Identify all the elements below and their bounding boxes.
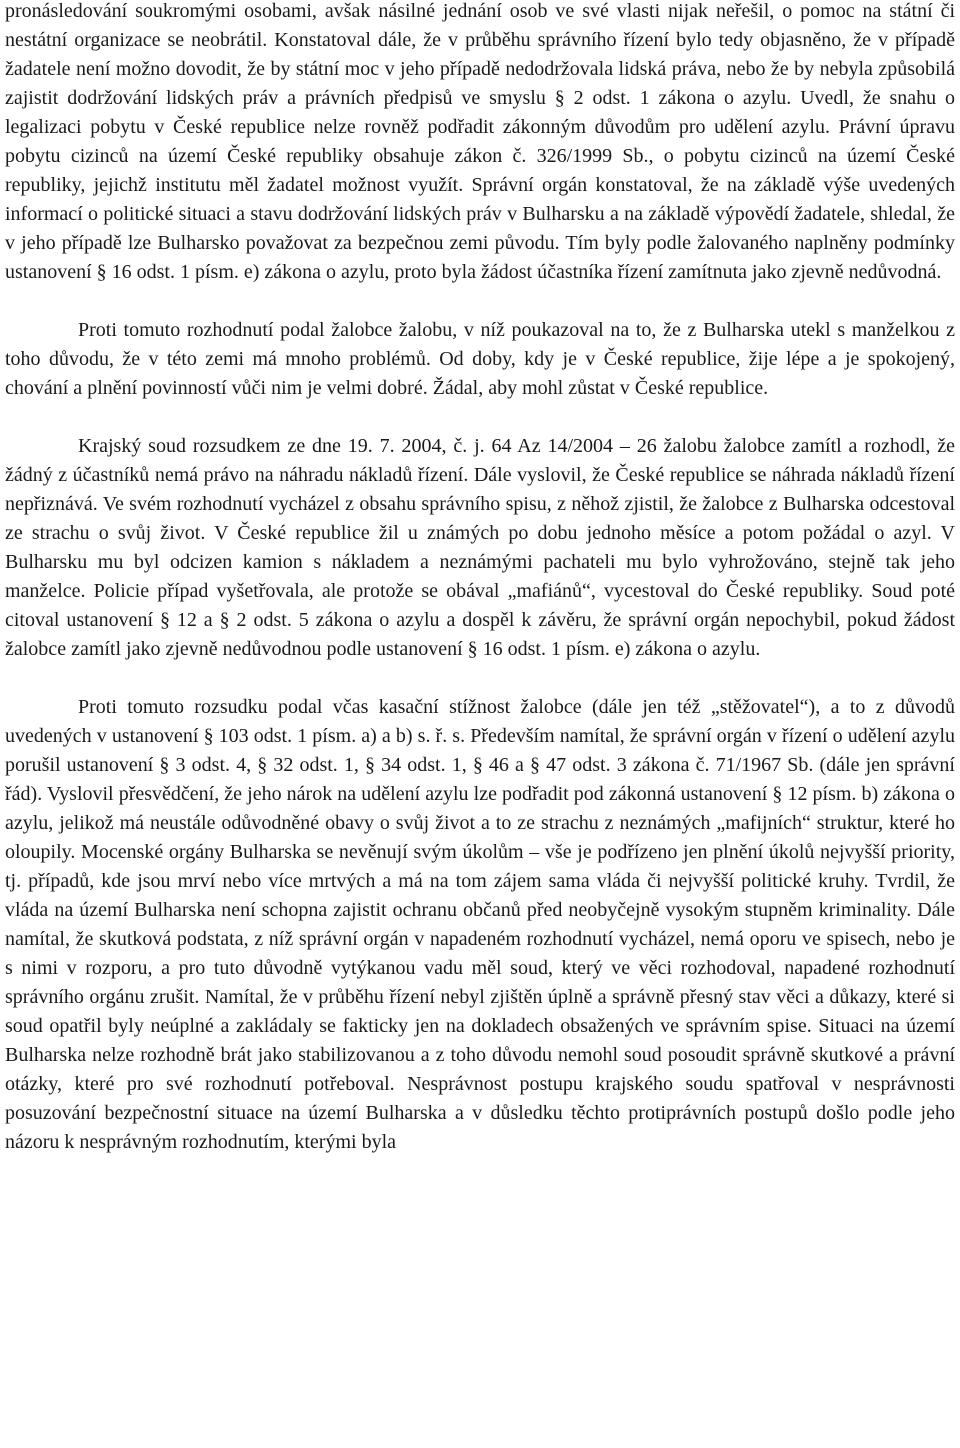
paragraph-cassation-complaint: Proti tomuto rozsudku podal včas kasační stížnost žalobce (dále jen též „stěžovatel“), a to z důvodů uvedených v ustanovení § 103 odst. 1 písm. a) a b) s. ř. s. Především namítal, že správní orgán v řízení o udělení azylu porušil ustanovení § 3 odst. 4, § 32 odst. 1, § 34 odst. 1, § 46 a § 47 odst. 3 zákona č. 71/1967 Sb. (dále jen správní řád). Vyslovil přesvědčení, že jeho nárok na udělení azylu lze podřadit pod zákonná ustanovení § 12 písm. b) zákona o azylu, jelikož má neustále odůvodněné obavy o svůj život a to ze strachu z neznámých „mafijních“ struktur, které ho oloupily. Mocenské orgány Bulharska se nevěnují svým úkolům – vše je podřízeno jen plnění úkolů nejvyšší priority, tj. případů, kde jsou mrví nebo více mrtvých a má na tom zájem sama vláda či nejvyšší politické kruhy. Tvrdil, že vláda na území Bulharska není schopna zajistit ochranu občanů před neobyčejně vysokým stupněm kriminality. Dále namítal, že skutková podstata, z níž správní orgán v napadeném rozhodnutí vycházel, nemá oporu ve spisech, nebo je s nimi v rozporu, a pro tuto důvodně vytýkanou vadu měl soud, který ve věci rozhodoval, napadené rozhodnutí správního orgánu zrušit. Namítal, že v průběhu řízení nebyl zjištěn úplně a správně přesný stav věci a důkazy, které si soud opatřil byly neúplné a zakládaly se fakticky jen na dokladech obsažených ve správním spise. Situaci na území Bulharska nelze rozhodně brát jako stabilizovanou a z toho důvodu nemohl soud posoudit správně skutkové a právní otázky, které pro své rozhodnutí potřeboval. Nesprávnost postupu krajského soudu spatřoval v nesprávnosti posuzování bezpečnostní situace na území Bulharska a v důsledku těchto protiprávních postupů došlo podle jeho názoru k nesprávným rozhodnutím, kterými byla	[5, 696, 955, 1153]
document-page	[5, 0, 955, 1157]
paragraph-lawsuit: Proti tomuto rozhodnutí podal žalobce žalobu, v níž poukazoval na to, že z Bulharska utekl s manželkou z toho důvodu, že v této zemi má mnoho problémů. Od doby, kdy je v České republice, žije lépe a je spokojený, chování a plnění povinností vůči nim je velmi dobré. Žádal, aby mohl zůstat v České republice.	[5, 319, 955, 399]
paragraph-administrative-findings: pronásledování soukromými osobami, avšak násilné jednání osob ve své vlasti nijak neřešil, o pomoc na státní či nestátní organizace se neobrátil. Konstatoval dále, že v průběhu správního řízení bylo tedy objasněno, že v případě žadatele není možno dovodit, že by státní moc v jeho případě nedodržovala lidská práva, nebo že by nebyla způsobilá zajistit dodržování lidských práv a právních předpisů ve smyslu § 2 odst. 1 zákona o azylu. Uvedl, že snahu o legalizaci pobytu v České republice nelze rovněž podřadit zákonným důvodům pro udělení azylu. Právní úpravu pobytu cizinců na území České republiky obsahuje zákon č. 326/1999 Sb., o pobytu cizinců na území České republiky, jejichž institutu měl žadatel možnost využít. Správní orgán konstatoval, že na základě výše uvedených informací o politické situaci a stavu dodržování lidských práv v Bulharsku a na základě výpovědí žadatele, shledal, že v jeho případě lze Bulharsko považovat za bezpečnou zemi původu. Tím byly podle žalovaného naplněny podmínky ustanovení § 16 odst. 1 písm. e) zákona o azylu, proto byla žádost účastníka řízení zamítnuta jako zjevně nedůvodná.	[5, 0, 955, 283]
paragraph-regional-court-judgment: Krajský soud rozsudkem ze dne 19. 7. 2004, č. j. 64 Az 14/2004 – 26 žalobu žalobce zamítl a rozhodl, že žádný z účastníků nemá právo na náhradu nákladů řízení. Dále vyslovil, že České republice se náhrada nákladů řízení nepřiznává. Ve svém rozhodnutí vycházel z obsahu správního spisu, z něhož zjistil, že žalobce z Bulharska odcestoval ze strachu o svůj život. V České republice žil u známých po dobu jednoho měsíce a potom požádal o azyl. V Bulharsku mu byl odcizen kamion s nákladem a neznámými pachateli mu bylo vyhrožováno, stejně tak jeho manželce. Policie případ vyšetřovala, ale protože se obával „mafiánů“, vycestoval do České republiky. Soud poté citoval ustanovení § 12 a § 2 odst. 5 zákona o azylu a dospěl k závěru, že správní orgán nepochybil, pokud žádost žalobce zamítl jako zjevně nedůvodnou podle ustanovení § 16 odst. 1 písm. e) zákona o azylu.	[5, 435, 955, 660]
